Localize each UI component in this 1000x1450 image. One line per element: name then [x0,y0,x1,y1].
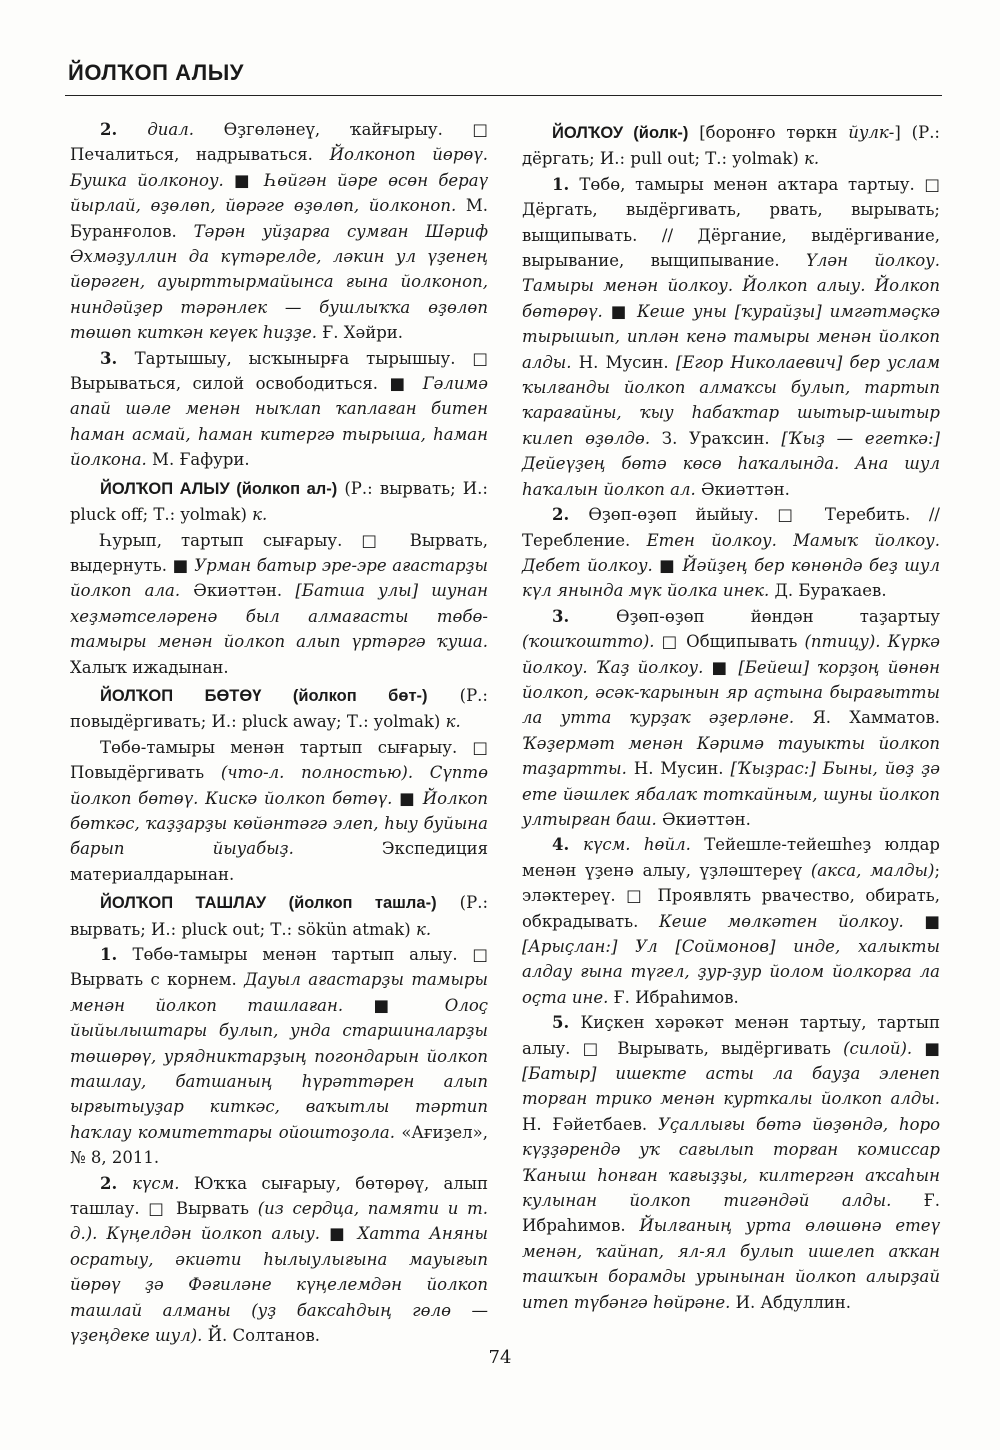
definition-text: □ Общипывать [654,632,805,652]
example-text: [Батша улы] шунан хеҙмәтселәренә был алмағасты төбө-тамыры менән йолкоп алып үртәргә ҡуша. [70,581,489,652]
headword: ЙОЛҠОП БӨТӨҮ (йолкоп бөт-) [100,686,428,705]
example-text: (ҡошҡоштто). [522,632,655,652]
entry-headword-line [70,890,488,942]
definition-text: (Р.: повыдёргивать; И.: pluck away; Т.: yolmak) [70,685,488,732]
example-text: Йолконоп йөрөү. Бушка йолконоу. ■ Һөйгән йәре өсөн бераү йырлай, өҙөлөп, йөрәге өҙөлөп, йолконоп. [70,145,488,216]
definition-text: Н. Мусин. [571,352,676,372]
entry-sense [70,346,488,473]
example-text: к. [445,712,461,732]
entry-sense [522,172,940,502]
example-text: Етен йолкоу. Мамыҡ йолкоу. Дебет йолкоу. ■ Йәйҙең бер көнөндә беҙ шул күл янында мүк йолка инек. [522,530,940,601]
entry-sense [70,942,488,1171]
definition-text: Төбө-тамыры менән тартып алыу. □ Вырвать с корнем. [70,945,488,990]
example-text: күсм. һөйл. [583,835,691,855]
entry-sense [522,604,940,833]
definition-text: 1. [100,945,133,964]
example-text: Гәлимә апай шәле менән ныҡлап ҡаплаған битен һаман асмай, һаман китергә тырыша, һаман йолкона. [70,374,488,470]
definition-text: 2. [552,505,589,525]
definition-text: Төбө-тамыры менән тартып сығарыу. □ Повыдёргивать [70,737,488,783]
example-text: күсм. [132,1173,180,1193]
example-text: Урман батыр эре-эре ағастарҙы йолкоп ала. [70,555,488,601]
entry-sense [522,832,940,1010]
entry-sense [70,117,488,346]
example-text: (птицу). Күркә йолкоу. Ҡаҙ йолкоу. ■ [Бейеш] ҡорҙоң йөнөн йолкоп, әсәк-ҡарынын яр аҫтына бырағытты ла утта ҡурҙаҡ әҙерләне. [522,632,940,728]
definition-text: Киҫкен хәрәкәт менән тартыу, тартып алыу. □ Вырывать, выдёргивать [522,1013,940,1058]
headword: ЙОЛҠОП АЛЫУ (йолкоп ал-) [100,479,338,498]
example-text: [Ҡыҙ — егеткә:] Дейеүҙең бөтә көсө һаҡалында. Ана шул һаҡалын йолкоп ал. [522,428,940,499]
left-column [70,117,488,1349]
definition-text: Ғ. Хәйри. [317,323,404,343]
definition-text: Тейешле-тейешһеҙ юлдар менән үҙенә алыу, үҙләштереү [522,835,940,880]
definition-text: Ғ. Ибраһимов. [608,987,739,1007]
headword: ЙОЛҠОП ТАШЛАУ (йолкоп ташла-) [100,894,437,913]
example-text: Уҫаллығы бөтә йөҙөндә, һоро күҙҙәрендә уҡ сағылып торған комиссар Ҡаныш һонған ҡағыҙҙы, килтергән аҡсаһын кулынан йолкоп тигәндәй алды. [522,1114,941,1211]
entry-sense [70,735,488,887]
definition-text: Й. Солтанов. [202,1326,321,1346]
example-text: диал. [147,120,195,139]
definition-text: И. Абдуллин. [730,1292,852,1312]
definition-text: Өҙөп-өҙөп йөндән таҙартыу [615,606,940,626]
example-text: (что-л. полностью). Сүптө йолкоп бөтөү. Кискә йолкоп бөтөү. ■ Йолкоп бөткәс, ҡаҙҙарҙы көйәнтәгә элеп, һыу буйына барып йыуабыҙ. [70,763,489,859]
example-text: к. [804,149,820,169]
entry-sense [70,528,488,680]
definition-text: ; эләктереү. □ Проявлять рвачество, обирать, обкрадывать. [522,860,940,931]
example-text: (из сердца, памяти и т. д.). Күңелдән йолкоп алыу. ■ Хатта Аняны осратыу, әкиәти һылыулығына мауығып йөрөү ҙә Фәғиләне күңелемдән йолкоп ташлай алманы (уҙ баксаһдың гөлө — үҙеңдеке шул). [70,1199,488,1346]
example-text: [Ҡыҙрас:] Быны, йөҙ ҙә ете йәшлек ябалаҡ тоткайным, шуны йолкоп ултырған баш. [522,759,940,829]
definition-text: 2. [100,120,148,139]
definition-text: 3. [552,606,616,626]
entry-sense [522,502,940,604]
example-text: к. [252,505,268,525]
definition-text: Н. Ғәйетбаев. [522,1114,658,1134]
definition-text: Халыҡ ижадынан. [70,657,229,677]
definition-text: 4. [552,835,584,855]
header-rule [65,95,942,96]
definition-text: «Ағиҙел», № 8, 2011. [70,1122,488,1168]
entry-headword-line [70,476,488,528]
definition-text: Әкиәттән. [180,581,296,601]
definition-text: Юҡҡа сығарыу, бөтөрөү, алып ташлау. □ Вырвать [70,1173,488,1219]
definition-text: Төбө, тамыры менән аҡтара тартыу. □ Дёргать, выдёргивать, рвать, вырывать; выщипывать. // Дёргание, выдёргивание, вырывание, выщипывание. [522,174,940,271]
entry-headword-line [522,120,940,172]
entry-headword-line [70,683,488,735]
definition-text: Тартышыу, ысҡынырға тырышыу. □ Вырываться, силой освободиться. ■ [70,348,488,394]
example-text: Үлән йолкоу. Тамыры менән йолкоу. Йолкоп алыу. Йолкоп бөтөрөү. ■ Кеше уны [ҡурайҙы] имгәтмәҫкә тырышып, иплән кенә тамыры менән йолкоп алды. [522,251,940,372]
entry-sense [522,1010,940,1315]
definition-text: Н. Мусин. [626,759,731,779]
example-text: к. [416,919,432,939]
example-text: Тәрән уйҙарға сумған Шәриф Әхмәҙуллин да күтәрелде, ләкин ул үҙенең йөрәген, ауырттырмайынса ғына йолконоп, ниндәйҙер тәрәнлек — бушлыҡҡа өҙөлөп төшөп киткән кеүек һиҙҙе. [70,221,488,343]
definition-text: М. Буранғолов. [70,196,489,241]
definition-text: 1. [552,174,580,194]
definition-text: Өҙгөләнеү, ҡайғырыу. □ Печалиться, надрываться. [70,120,488,165]
definition-text: Әкиәттән. [695,479,790,499]
example-text: (силой). ■ [Батыр] ишекте асты ла бауҙа эленеп торған трико менән курткалы йолкоп алды. [522,1038,940,1109]
definition-text: М. Ғафури. [146,450,250,470]
definition-text: Әкиәттән. [656,809,751,829]
definition-text: З. Ураҡсин. [650,428,782,448]
definition-text: Өҙөп-өҙөп йыйыу. □ Теребить. // Теребление. [522,505,940,550]
definition-text: (Р.: вырвать; И.: pluck out; Т.: sökün atmak) [70,893,489,939]
page-number: 74 [488,1347,512,1368]
example-text: Йылғаның урта өлөшөнә етеү менән, ҡайнап, ял-ял булып ишелеп аҡкан ташҡын борамды урынынан йолкоп алырҙай итеп түбәнгә һөйрәне. [522,1216,940,1312]
example-text: Ҡәҙермәт менән Кәримә тауыкты йолкоп таҙартты. [522,733,940,779]
definition-text: 5. [552,1013,581,1033]
headword: ЙОЛҠОУ (йолк-) [552,124,689,142]
example-text: (акса, малды) [810,860,935,880]
right-column [522,117,940,1315]
definition-text: Һурып, тартып сығарыу. □ Вырвать, выдернуть. ■ [70,530,488,575]
example-text: [Егор Николаевич] бер услам ҡылғанды йолкоп алмаҡсы булып, тартып ҡарағайны, ҡыу һабаҡтар шытыр-шытыр килеп өҙөлдө. [522,352,940,448]
definition-text: [боронғо төркн [688,123,849,142]
example-text: Дауыл ағастарҙы тамыры менән йолкоп ташлаған. ■ Олоҫ йыйылыштары булып, унда старшиналарҙы төшөрөү, урядниктарҙың погондарын йолкоп ташлау, батшаның һүрәттәрен алып ырғытыуҙар киткәс, ваҡытлы тәртип һаҡлау комитеттары ойоштоҙола. [70,970,488,1142]
example-text: Кеше мөлкәтен йолкоу. ■ [Арыҫлан:] Ул [Соймонов] инде, халыкты алдау ғына түгел, ҙур-ҙур йолом йолкорға ла оҫта ине. [522,911,940,1007]
definition-text: 2. [100,1173,133,1193]
definition-text: Я. Хамматов. [794,708,941,728]
entry-sense [70,1171,488,1349]
definition-text: Экспедиция материалдарынан. [70,839,488,884]
example-text: йулк- [848,123,895,142]
definition-text: (Р.: вырвать; И.: pluck off; Т.: yolmak) [70,478,488,525]
definition-text: Д. Бураҡаев. [769,581,887,601]
running-head: ЙОЛҠОП АЛЫУ [68,60,244,85]
definition-text: 3. [100,348,135,368]
definition-text: Ғ. Ибраһимов. [522,1191,940,1236]
definition-text: ] (Р.: дёргать; И.: pull out; Т.: yolmak) [522,123,940,169]
